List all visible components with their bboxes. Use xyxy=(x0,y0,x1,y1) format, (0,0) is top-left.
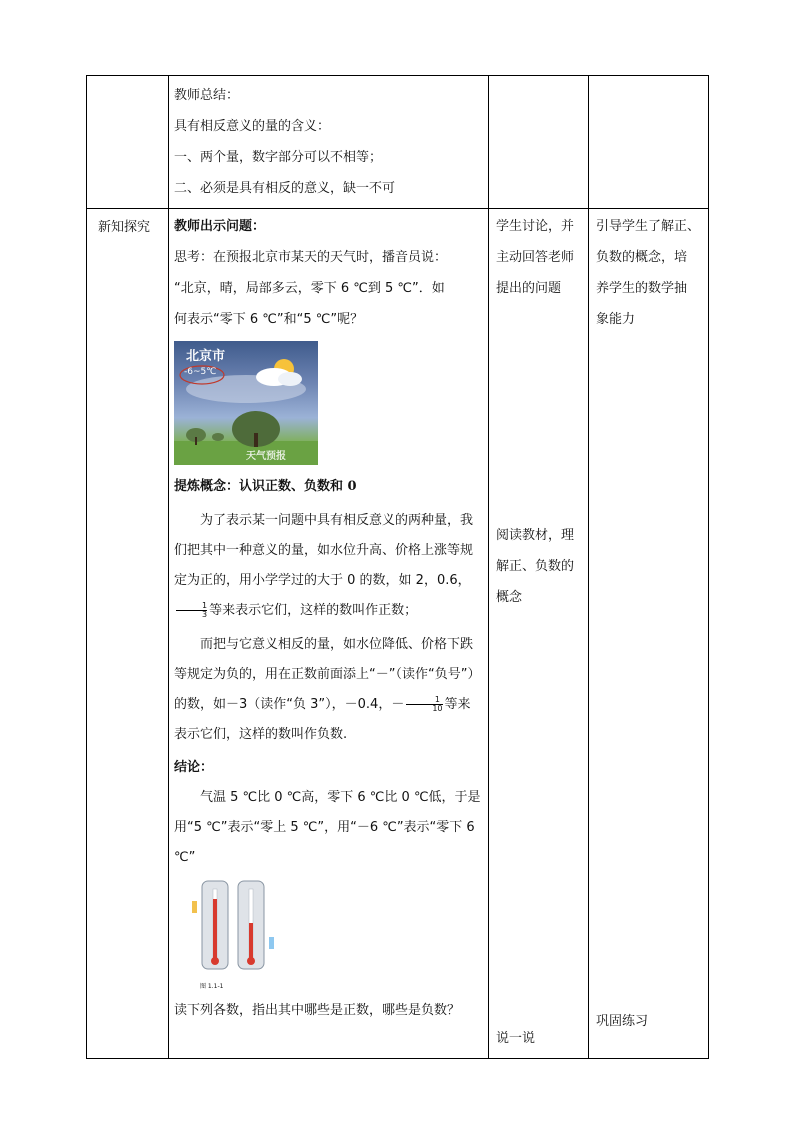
student-activity-line: 解正、负数的 xyxy=(496,559,575,574)
design-intent-line: 巩固练习 xyxy=(596,1014,649,1029)
design-intent-cell-empty xyxy=(589,76,709,209)
summary-line: 教师总结： xyxy=(174,88,240,103)
weather-city: 北京市 xyxy=(186,349,226,364)
design-intent-line: 引导学生了解正、 xyxy=(596,219,701,234)
design-intent-line: 负数的概念，培 xyxy=(596,250,688,265)
paragraph-text: 等来表示它们，这样的数叫作负数. xyxy=(174,697,471,742)
exercise-prompt: 读下列各数，指出其中哪些是正数，哪些是负数？ xyxy=(174,1003,461,1018)
student-activity-line: 阅读教材，理 xyxy=(496,528,575,543)
stage-cell xyxy=(87,209,169,1059)
student-activity-cell-empty xyxy=(489,76,589,209)
fraction-numerator: 1 xyxy=(434,695,440,704)
fraction-one-third xyxy=(176,602,207,619)
teacher-summary-cell xyxy=(169,76,489,209)
question-line: “北京，晴，局部多云，零下 6 ℃到 5 ℃”．如 xyxy=(174,281,445,296)
summary-line: 二、必须是具有相反的意义，缺一不可 xyxy=(174,181,396,196)
student-activity-line: 概念 xyxy=(496,590,523,605)
paragraph-text: 而把与它意义相反的量，如水位降低、价格下跌等规定为负的，用在正数前面添上“－”（读作“负号”）的数，如－3（读作“负 3”），－0.4，－ xyxy=(174,637,481,712)
design-intent-line: 象能力 xyxy=(596,312,636,327)
table-row xyxy=(87,76,709,209)
weather-temperature: -6~5℃ xyxy=(184,367,217,377)
paragraph-text: 为了表示某一问题中具有相反意义的两种量，我们把其中一种意义的量，如水位升高、价格上涨等规定为正的，用小学学过的大于 0 的数，如 2，0.6， xyxy=(174,513,474,588)
student-activity-line: 说一说 xyxy=(496,1031,536,1046)
negative-number-paragraph xyxy=(174,630,483,750)
question-line: 思考：在预报北京市某天的天气时，播音员说： xyxy=(174,250,448,265)
table-row xyxy=(87,209,709,1059)
design-intent-line: 养学生的数学抽 xyxy=(596,281,688,296)
student-activity-line: 学生讨论，并 xyxy=(496,219,575,234)
fraction-one-tenth xyxy=(406,696,442,713)
section-heading: 提炼概念：认识正数、负数和 0 xyxy=(174,479,357,494)
fraction-denominator: 3 xyxy=(176,610,207,619)
weather-logo: 天气预报 xyxy=(246,451,286,462)
positive-number-paragraph xyxy=(174,506,483,626)
fraction-numerator: 1 xyxy=(202,601,208,610)
conclusion-paragraph: 气温 5 ℃比 0 ℃高，零下 6 ℃比 0 ℃低，于是用“5 ℃”表示“零上 5 ℃”，用“－6 ℃”表示“零下 6 ℃” xyxy=(174,790,481,865)
thermometers-illustration xyxy=(192,879,282,979)
student-activity-line: 主动回答老师 xyxy=(496,250,575,265)
question-line: 何表示“零下 6 ℃”和“5 ℃”呢？ xyxy=(174,312,364,327)
design-intent-cell xyxy=(589,209,709,1059)
student-activity-cell xyxy=(489,209,589,1059)
stage-cell-empty xyxy=(87,76,169,209)
lesson-plan-table xyxy=(86,75,709,1059)
thermometer-figure xyxy=(192,879,282,989)
summary-line: 一、两个量，数字部分可以不相等； xyxy=(174,150,383,165)
figure-caption: 图 1.1-1 xyxy=(200,983,224,990)
summary-line: 具有相反意义的量的含义： xyxy=(174,119,331,134)
conclusion-label: 结论： xyxy=(174,760,214,775)
fraction-denominator: 10 xyxy=(406,704,442,713)
student-activity-line: 提出的问题 xyxy=(496,281,562,296)
stage-label: 新知探究 xyxy=(98,220,151,235)
section-heading: 教师出示问题： xyxy=(174,219,266,234)
paragraph-text: 等来表示它们，这样的数叫作正数； xyxy=(209,603,418,618)
teaching-content-cell xyxy=(169,209,489,1059)
weather-forecast-image xyxy=(174,341,318,465)
